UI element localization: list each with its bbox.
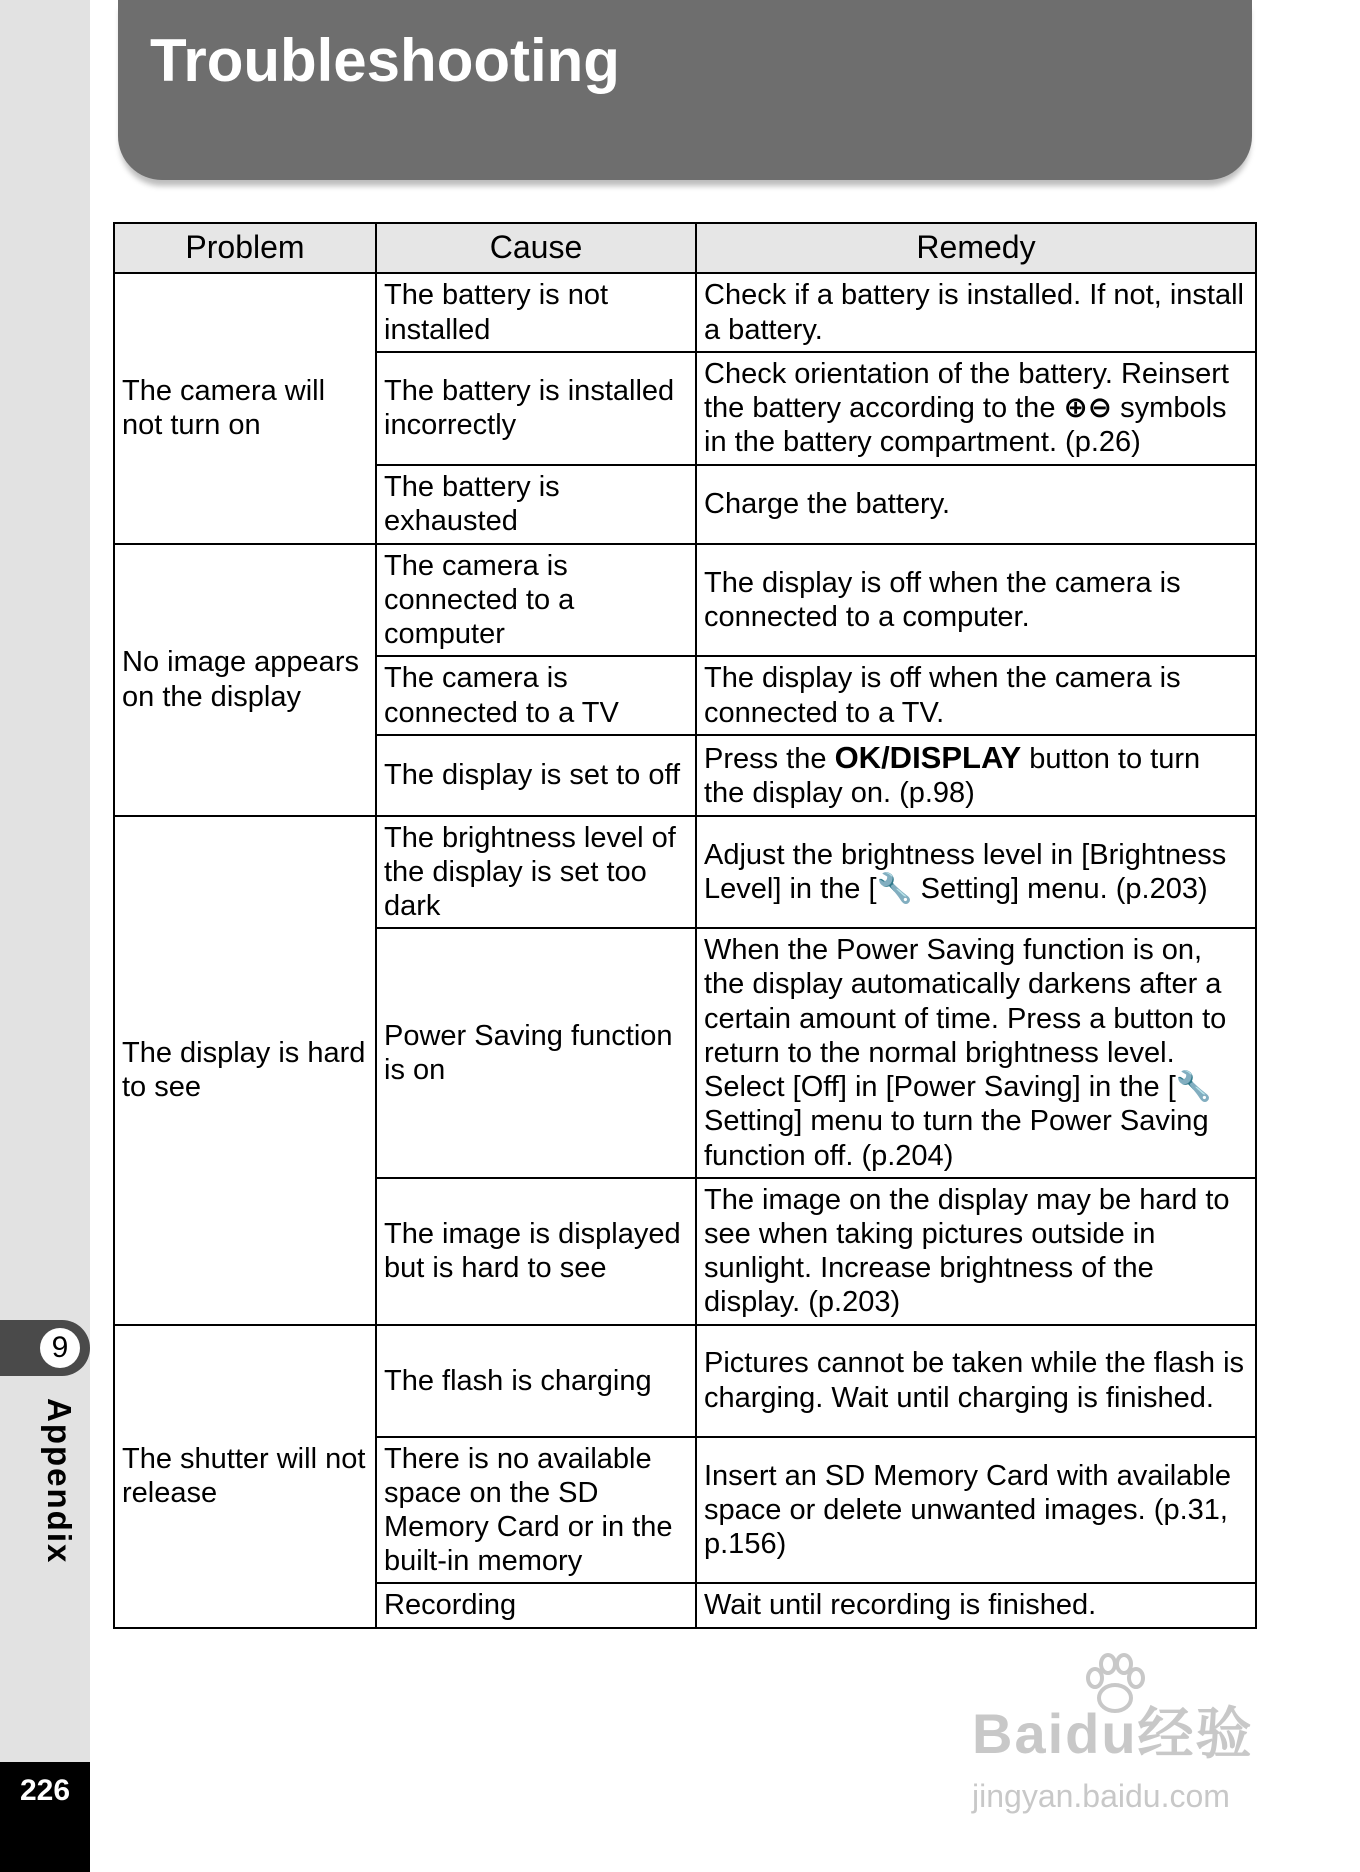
remedy-text: Setting] menu to turn the Power Saving function off. (p.204): [704, 1105, 1209, 1172]
remedy-text: When the Power Saving function is on, the display automatically darkens after a certain amount of time. Press a button to return to the normal brightness level. Select [Off] in [Power Saving] in the [: [704, 934, 1227, 1104]
watermark-brand: Baidu经验: [972, 1702, 1254, 1765]
remedy-cell: [696, 352, 1256, 465]
table-header-row: [114, 223, 1256, 273]
remedy-cell: The display is off when the camera is connected to a computer.: [696, 544, 1256, 657]
cause-cell: The image is displayed but is hard to see: [376, 1178, 696, 1325]
table-row: [114, 273, 1256, 352]
table-row: [114, 816, 1256, 929]
page-number: 226: [19, 1774, 71, 1807]
cause-cell: The battery is installed incorrectly: [376, 352, 696, 465]
remedy-cell: The image on the display may be hard to see when taking pictures outside in sunlight. Increase brightness of the display. (p.203): [696, 1178, 1256, 1325]
cause-cell: Recording: [376, 1583, 696, 1627]
wrench-icon: 🔧: [1175, 1071, 1212, 1104]
cause-cell: The display is set to off: [376, 735, 696, 816]
troubleshooting-table: [113, 222, 1257, 1629]
header-cause: Cause: [376, 223, 696, 273]
table-row: [114, 544, 1256, 657]
ok-display-button-icon: OK/DISPLAY: [834, 739, 1022, 775]
remedy-cell: [696, 928, 1256, 1178]
header-remedy: Remedy: [696, 223, 1256, 273]
cause-cell: The flash is charging: [376, 1325, 696, 1437]
remedy-text: symbols in the battery compartment. (p.26): [704, 392, 1227, 459]
remedy-cell: [696, 735, 1256, 816]
wrench-icon: 🔧: [876, 872, 913, 905]
problem-cell: No image appears on the display: [114, 544, 376, 816]
cause-cell: The battery is not installed: [376, 273, 696, 352]
cause-cell: The camera is connected to a computer: [376, 544, 696, 657]
watermark-url: jingyan.baidu.com: [972, 1778, 1230, 1814]
problem-cell: The camera will not turn on: [114, 273, 376, 544]
problem-cell: The display is hard to see: [114, 816, 376, 1325]
cause-cell: There is no available space on the SD Memory Card or in the built-in memory: [376, 1437, 696, 1584]
remedy-cell: Check if a battery is installed. If not, install a battery.: [696, 273, 1256, 352]
remedy-text: Check orientation of the battery. Reinsert the battery according to the: [704, 358, 1229, 425]
header-problem: Problem: [114, 223, 376, 273]
remedy-cell: Pictures cannot be taken while the flash is charging. Wait until charging is finished.: [696, 1325, 1256, 1437]
watermark: [972, 1690, 1292, 1830]
chapter-number: 9: [40, 1328, 80, 1368]
cause-cell: The battery is exhausted: [376, 465, 696, 544]
chapter-label: Appendix: [41, 1398, 78, 1565]
remedy-cell: [696, 816, 1256, 929]
cause-cell: The brightness level of the display is set too dark: [376, 816, 696, 929]
table-row: [114, 1325, 1256, 1437]
problem-cell: The shutter will not release: [114, 1325, 376, 1628]
remedy-text: Setting] menu. (p.203): [912, 872, 1208, 905]
remedy-cell: The display is off when the camera is connected to a TV.: [696, 656, 1256, 734]
remedy-cell: Insert an SD Memory Card with available space or delete unwanted images. (p.31, p.156): [696, 1437, 1256, 1584]
remedy-text: Adjust the brightness level in [Brightness Level] in the [: [704, 838, 1227, 905]
remedy-cell: Wait until recording is finished.: [696, 1583, 1256, 1627]
remedy-cell: Charge the battery.: [696, 465, 1256, 544]
page-title: Troubleshooting: [150, 27, 620, 94]
cause-cell: The camera is connected to a TV: [376, 656, 696, 734]
battery-polarity-icon: ⊕⊖: [1063, 392, 1113, 425]
remedy-text: Press the: [704, 742, 835, 775]
remedy-text: button to turn the display on. (p.98): [704, 742, 1201, 810]
cause-cell: Power Saving function is on: [376, 928, 696, 1178]
